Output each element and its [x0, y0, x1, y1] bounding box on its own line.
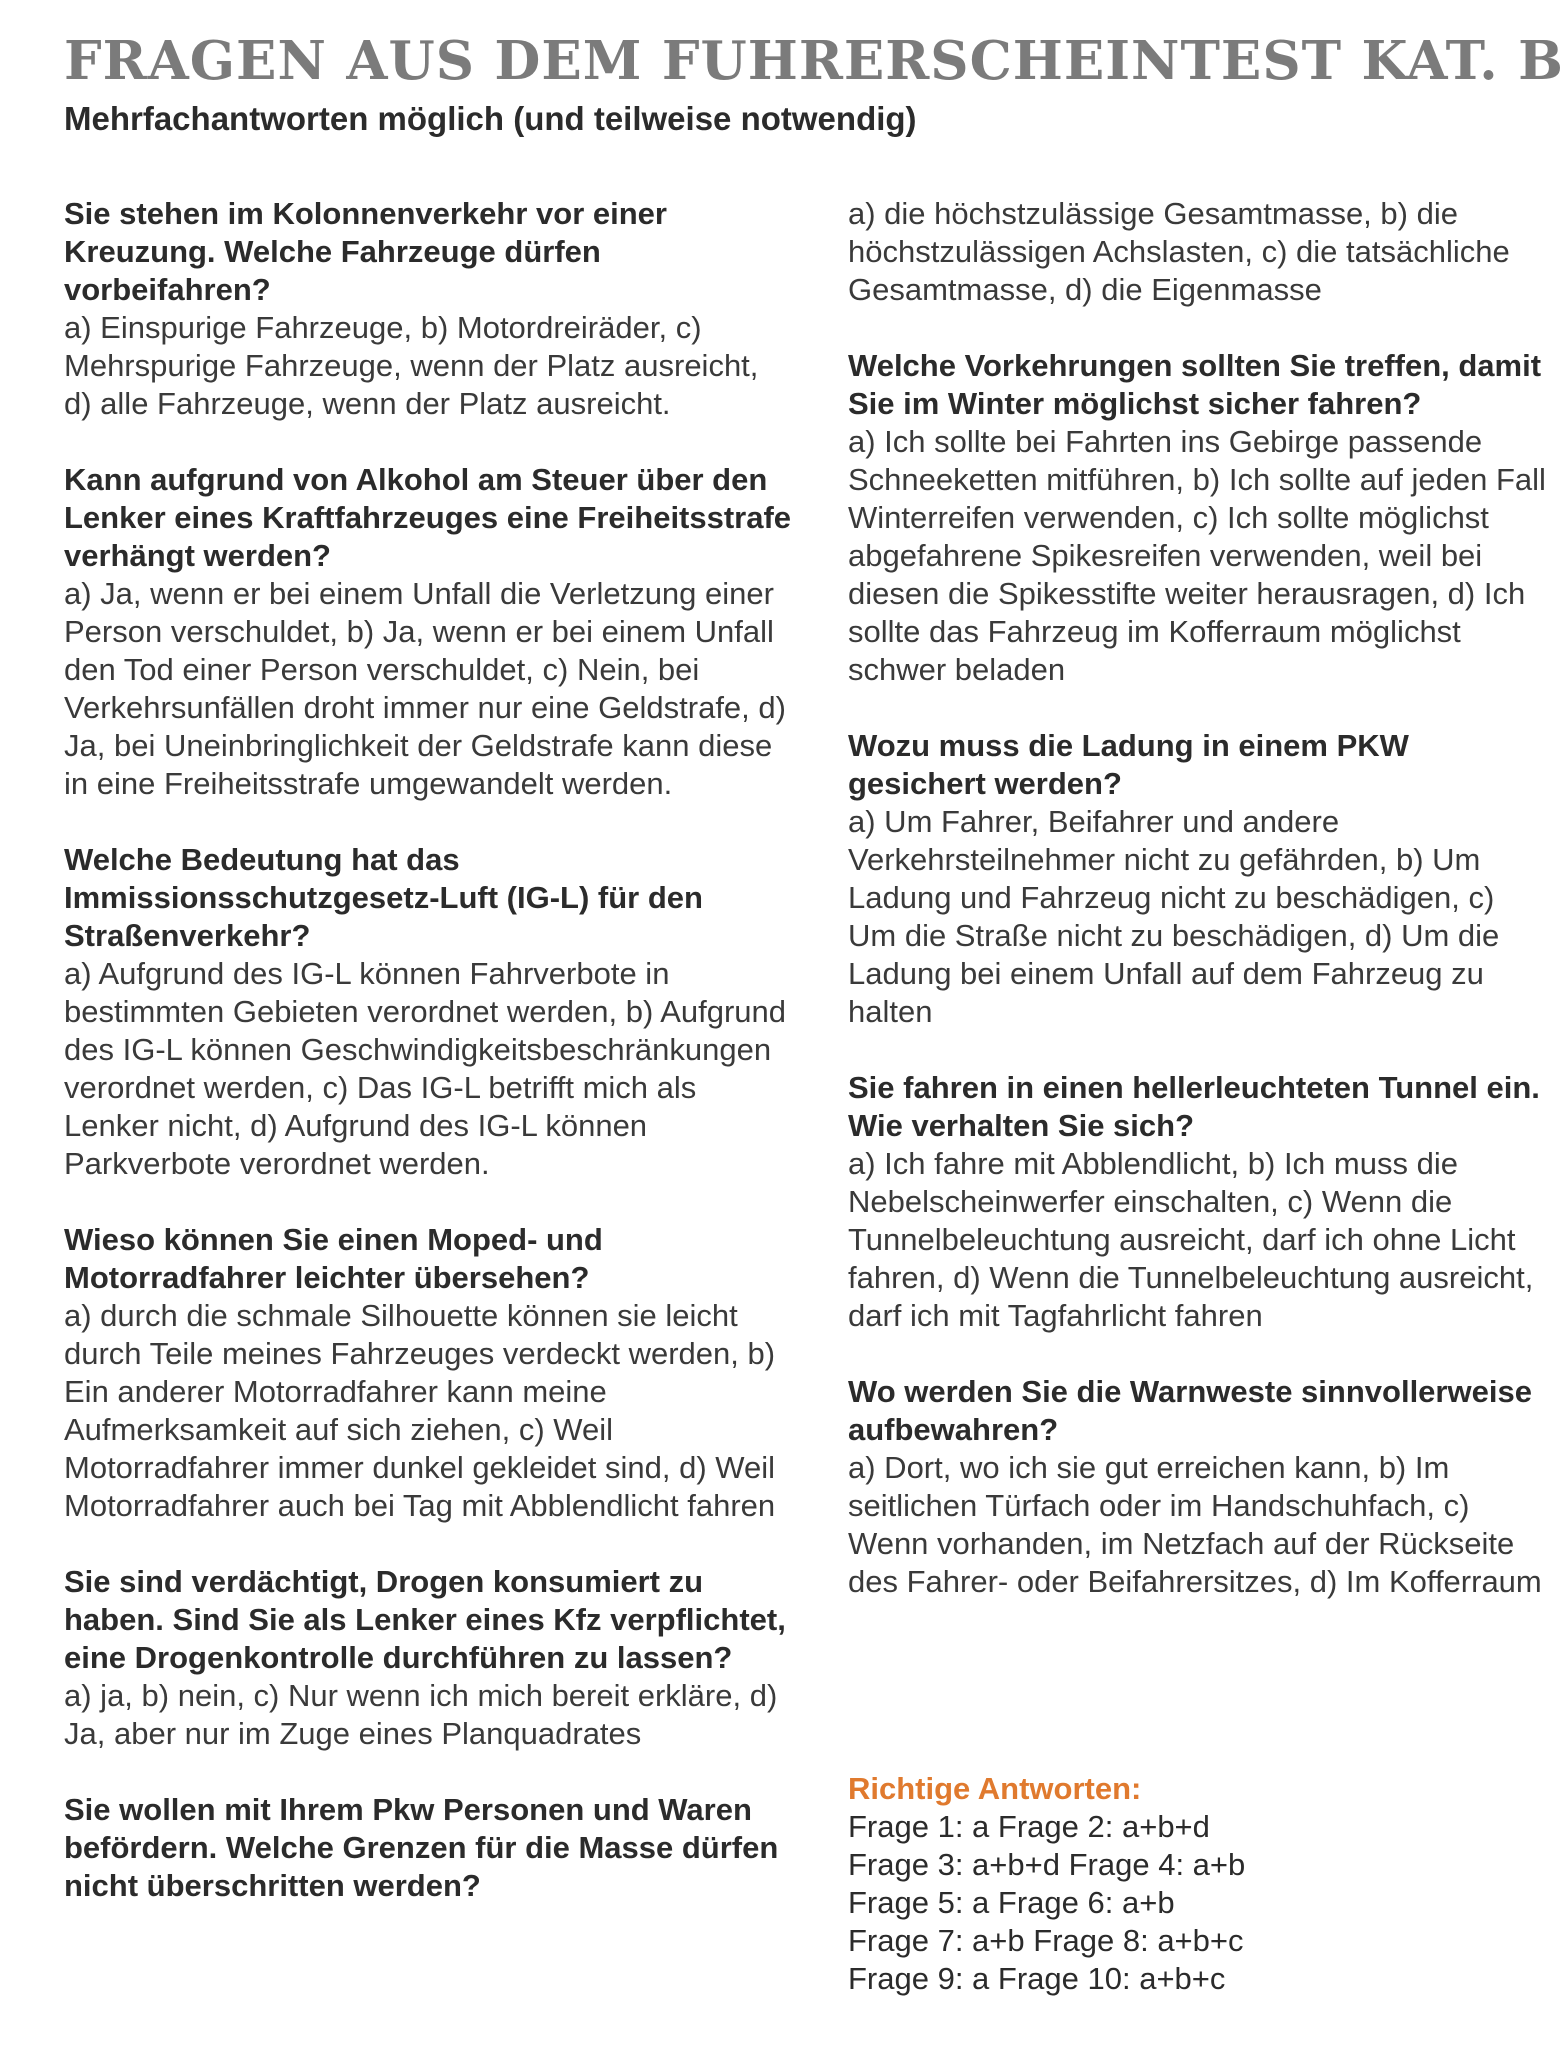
- answer-options: a) Um Fahrer, Beifahrer und andere Verkehrsteilnehmer nicht zu gefährden, b) Um Ladung und Fahrzeug nicht zu beschädigen, c) Um die Straße nicht zu beschädigen, d) Um die Ladung bei einem Unfall auf dem Fahrzeug zu halten: [848, 804, 1500, 1029]
- answer-options: a) Ja, wenn er bei einem Unfall die Verletzung einer Person verschuldet, b) Ja, wenn er bei einem Unfall den Tod einer Person verschuldet, c) Nein, bei Verkehrsunfällen droht immer nur eine Geldstrafe, d) Ja, bei Uneinbringlichkeit der Geldstrafe kann diese in eine Freiheitsstrafe umgewandelt werden.: [64, 576, 786, 801]
- question-text: Wozu muss die Ladung in einem PKW gesichert werden?: [848, 728, 1409, 801]
- correct-answers-line: Frage 7: a+b Frage 8: a+b+c: [848, 1923, 1244, 1958]
- question-block: [64, 1221, 794, 1525]
- correct-answers-line: Frage 9: a Frage 10: a+b+c: [848, 1961, 1226, 1996]
- question-block: [64, 195, 794, 423]
- question-block: [848, 1373, 1548, 1601]
- right-column: [848, 195, 1548, 1639]
- correct-answers-line: Frage 5: a Frage 6: a+b: [848, 1885, 1175, 1920]
- question-block: [64, 1563, 794, 1753]
- answer-options: a) durch die schmale Silhouette können sie leicht durch Teile meines Fahrzeuges verdeckt werden, b) Ein anderer Motorradfahrer kann meine Aufmerksamkeit auf sich ziehen, c) Weil Motorradfahrer immer dunkel gekleidet sind, d) Weil Motorradfahrer auch bei Tag mit Abblendlicht fahren: [64, 1298, 776, 1523]
- question-text: Sie fahren in einen hellerleuchteten Tunnel ein. Wie verhalten Sie sich?: [848, 1070, 1540, 1143]
- correct-answers-box: [848, 1770, 1245, 1998]
- question-block: [848, 1069, 1548, 1335]
- answer-options: a) ja, b) nein, c) Nur wenn ich mich bereit erkläre, d) Ja, aber nur im Zuge eines Planquadrates: [64, 1678, 778, 1751]
- question-block: [848, 347, 1548, 689]
- correct-answers-title: Richtige Antworten:: [848, 1771, 1142, 1806]
- answer-options: a) Ich sollte bei Fahrten ins Gebirge passende Schneeketten mitführen, b) Ich sollte auf jeden Fall Winterreifen verwenden, c) Ich sollte möglichst abgefahrene Spikesreifen verwenden, weil bei diesen die Spikesstifte weiter herausragen, d) Ich sollte das Fahrzeug im Kofferraum möglichst schwer beladen: [848, 424, 1546, 687]
- question-text: Wo werden Sie die Warnweste sinnvollerweise aufbewahren?: [848, 1374, 1532, 1447]
- question-text: Sie stehen im Kolonnenverkehr vor einer Kreuzung. Welche Fahrzeuge dürfen vorbeifahren?: [64, 196, 667, 307]
- correct-answers-line: Frage 1: a Frage 2: a+b+d: [848, 1809, 1210, 1844]
- question-text: Kann aufgrund von Alkohol am Steuer über den Lenker eines Kraftfahrzeuges eine Freiheitsstrafe verhängt werden?: [64, 462, 792, 573]
- question-text: Wieso können Sie einen Moped- und Motorradfahrer leichter übersehen?: [64, 1222, 603, 1295]
- page-title: FRAGEN AUS DEM FUHRERSCHEINTEST KAT. B: [64, 30, 1564, 92]
- question-block: [64, 461, 794, 803]
- question-text: Sie sind verdächtigt, Drogen konsumiert zu haben. Sind Sie als Lenker eines Kfz verpflichtet, eine Drogenkontrolle durchführen zu lassen?: [64, 1564, 786, 1675]
- answer-options: a) Einspurige Fahrzeuge, b) Motordreiräder, c) Mehrspurige Fahrzeuge, wenn der Platz ausreicht, d) alle Fahrzeuge, wenn der Platz ausreicht.: [64, 310, 759, 421]
- left-column: [64, 195, 794, 1943]
- correct-answers-line: Frage 3: a+b+d Frage 4: a+b: [848, 1847, 1246, 1882]
- question-text: Welche Vorkehrungen sollten Sie treffen, damit Sie im Winter möglichst sicher fahren?: [848, 348, 1542, 421]
- question-text: Sie wollen mit Ihrem Pkw Personen und Waren befördern. Welche Grenzen für die Masse dürfen nicht überschritten werden?: [64, 1792, 779, 1903]
- answer-options: a) Dort, wo ich sie gut erreichen kann, b) Im seitlichen Türfach oder im Handschuhfach, c) Wenn vorhanden, im Netzfach auf der Rückseite des Fahrer- oder Beifahrersitzes, d) Im Kofferraum: [848, 1450, 1542, 1599]
- question-block: [64, 841, 794, 1183]
- answer-options: a) Aufgrund des IG-L können Fahrverbote in bestimmten Gebieten verordnet werden, b) Aufgrund des IG-L können Geschwindigkeitsbeschränkungen verordnet werden, c) Das IG-L betrifft mich als Lenker nicht, d) Aufgrund des IG-L können Parkverbote verordnet werden.: [64, 956, 787, 1181]
- question-text: Welche Bedeutung hat das Immissionsschutzgesetz-Luft (IG-L) für den Straßenverkehr?: [64, 842, 703, 953]
- page-subtitle: Mehrfachantworten möglich (und teilweise notwendig): [64, 100, 917, 137]
- question-block: [64, 1791, 794, 1905]
- answer-options-continued: a) die höchstzulässige Gesamtmasse, b) die höchstzulässigen Achslasten, c) die tatsächliche Gesamtmasse, d) die Eigenmasse: [848, 196, 1510, 307]
- answer-options: a) Ich fahre mit Abblendlicht, b) Ich muss die Nebelscheinwerfer einschalten, c) Wenn die Tunnelbeleuchtung ausreicht, darf ich ohne Licht fahren, d) Wenn die Tunnelbeleuchtung ausreicht, darf ich mit Tagfahrlicht fahren: [848, 1146, 1534, 1333]
- question-block: [848, 727, 1548, 1031]
